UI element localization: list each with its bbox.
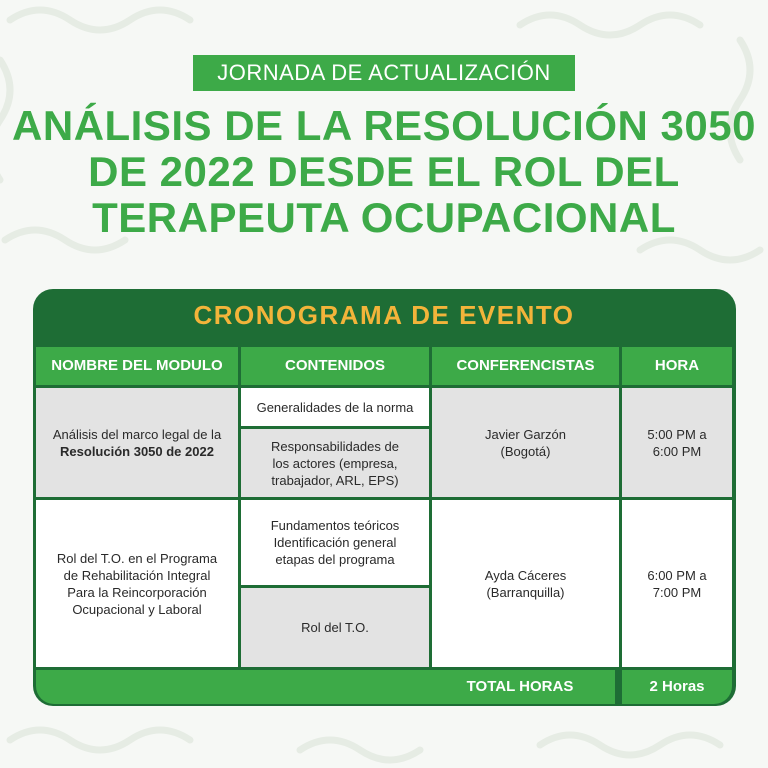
module-name-bold: Resolución 3050 de 2022	[60, 443, 214, 459]
content-cell: Rol del T.O.	[241, 588, 429, 667]
speaker-cell	[432, 500, 619, 667]
column-header-time: HORA	[622, 347, 732, 385]
module-name-cell: Rol del T.O. en el Programa de Rehabilitación Integral Para la Reincorporación Ocupacional y Laboral	[36, 500, 238, 667]
time-end: 6:00 PM	[652, 443, 702, 459]
page-title	[0, 103, 768, 241]
time-start: 6:00 PM a	[647, 567, 707, 583]
title-line: DE 2022 DESDE EL ROL DEL	[88, 148, 680, 195]
speaker-name: Javier Garzón	[485, 426, 566, 442]
speaker-city: (Barranquilla)	[486, 584, 565, 600]
title-line: TERAPEUTA OCUPACIONAL	[92, 194, 676, 241]
time-start: 5:00 PM a	[647, 426, 707, 442]
content-cell: Fundamentos teóricos Identificación general etapas del programa	[241, 500, 429, 585]
time-cell	[622, 388, 732, 497]
module-name: Análisis del marco legal de la	[52, 426, 222, 442]
column-header-module: NOMBRE DEL MODULO	[36, 347, 238, 385]
title-line: ANÁLISIS DE LA RESOLUCIÓN 3050	[12, 102, 756, 149]
schedule-title: CRONOGRAMA DE EVENTO	[193, 300, 575, 330]
speaker-cell	[432, 388, 619, 497]
speaker-city: (Bogotá)	[500, 443, 551, 459]
speaker-name: Ayda Cáceres	[484, 567, 567, 583]
column-header-speakers: CONFERENCISTAS	[432, 347, 619, 385]
time-cell	[622, 500, 732, 667]
content-cell: Generalidades de la norma	[241, 388, 429, 426]
module-name-cell	[36, 388, 238, 497]
event-type-banner: JORNADA DE ACTUALIZACIÓN	[193, 55, 575, 91]
content-cell: Responsabilidades de los actores (empresa, trabajador, ARL, EPS)	[241, 429, 429, 497]
total-hours-label: TOTAL HORAS	[466, 678, 574, 695]
total-hours-value: 2 Horas	[622, 670, 732, 704]
time-end: 7:00 PM	[652, 584, 702, 600]
column-header-contents: CONTENIDOS	[241, 347, 429, 385]
